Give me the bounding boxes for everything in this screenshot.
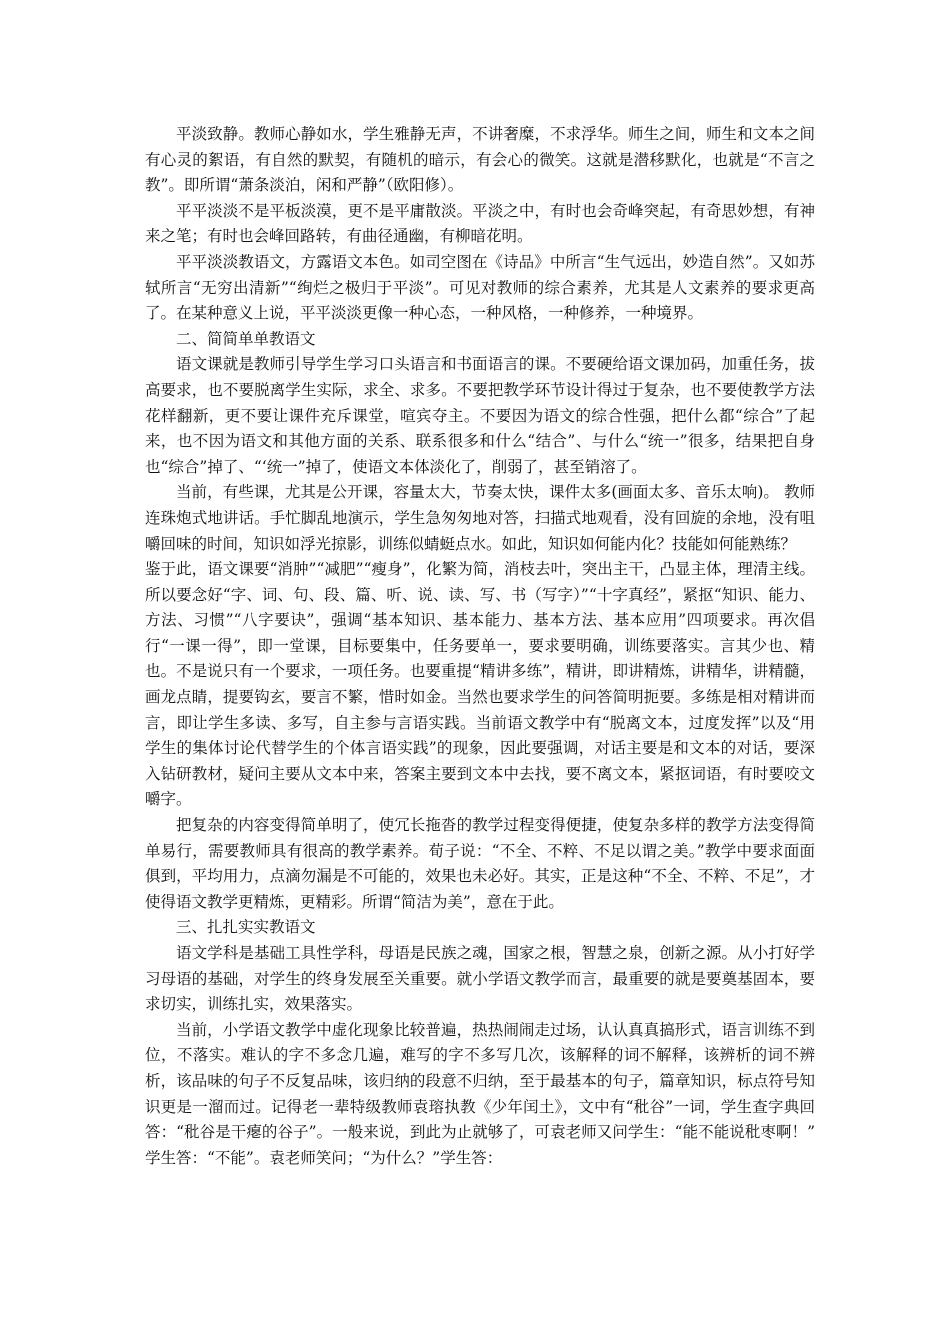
paragraph-9: 当前，小学语文教学中虚化现象比较普遍，热热闹闹走过场，认认真真搞形式，语言训练不到位，不落实。难认的字不多念几遍，难写的字不多写几次，该解释的词不解释，该辨析的词不辨析，该品味的句子不反复品味，该归纳的段意不归纳，至于最基本的句子，篇章知识，标点符号知识更是一溜而过。记得老一辈特级教师袁瑢执教《少年闰土》，文中有“秕谷”一词，学生查字典回答：“秕谷是干瘪的谷子”。一般来说，到此为止就够了，可袁老师又问学生：“能不能说秕枣啊！” 学生答：“不能”。袁老师笑问；“为什么？”学生答： bbox=[145, 1020, 815, 1167]
paragraph-2: 平平淡淡不是平板淡漠，更不是平庸散淡。平淡之中，有时也会奇峰突起，有奇思妙想，有神来之笔；有时也会峰回路转，有曲径通幽，有柳暗花明。 bbox=[145, 201, 815, 246]
paragraph-4: 语文课就是教师引导学生学习口头语言和书面语言的课。不要硬给语文课加码，加重任务，拔高要求，也不要脱离学生实际，求全、求多。不要把教学环节设计得过于复杂，也不要使教学方法花样翻新，更不要让课件充斥课堂，喧宾夺主。不要因为语文的综合性强，把什么都“综合”了起来，也不因为语文和其他方面的关系、联系很多和什么“结合”、与什么“统一”很多，结果把自身也“综合”掉了、“‘统一”掉了，使语文本体淡化了，削弱了，甚至销溶了。 bbox=[145, 355, 815, 476]
paragraph-3: 平平淡淡教语文，方露语文本色。如司空图在《诗品》中所言“生气远出，妙造自然”。又如苏轼所言“无穷出清新”“绚烂之极归于平淡”。可见对教师的综合素养，尤其是人文素养的要求更高了。在某种意义上说，平平淡淡更像一种心态，一种风格，一种修养，一种境界。 bbox=[145, 252, 815, 323]
document-body bbox=[145, 122, 815, 1171]
paragraph-6: 鉴于此，语文课要“消肿”“减肥”“瘦身”，化繁为简，消枝去叶，突出主干，凸显主体，理清主线。所以要念好“字、词、句、段、篇、听、说、读、写、书（写字）”“十字真经”，紧抠“知识、能力、方法、习惯”“八字要诀”，强调“基本知识、基本能力、基本方法、基本应用”四项要求。再次倡行“一课一得”，即一堂课，目标要集中，任务要单一，要求要明确，训练要落实。言其少也、精也。不是说只有一个要求，一项任务。也要重提“精讲多练”，精讲，即讲精炼，讲精华，讲精髓，画龙点睛，提要钩玄，要言不繁，惜时如金。当然也要求学生的问答简明扼要。多练是相对精讲而言，即让学生多读、多写，自主参与言语实践。当前语文教学中有“脱离文本，过度发挥”以及“用学生的集体讨论代替学生的个体言语实践”的现象，因此要强调，对话主要是和文本的对话，要深入钻研教材，疑问主要从文本中来，答案主要到文本中去找，要不离文本，紧抠词语，有时要咬文嚼字。 bbox=[145, 560, 815, 809]
section-heading-2: 二、简简单单教语文 bbox=[176, 329, 316, 348]
paragraph-7: 把复杂的内容变得简单明了，使冗长拖沓的教学过程变得便捷，使复杂多样的教学方法变得简单易行，需要教师具有很高的教学素养。荀子说：“不全、不粹、不足以谓之美。”教学中要求面面俱到，平均用力，点滴勿漏是不可能的，效果也未必好。其实，正是这种“不全、不粹、不足”，才使得语文教学更精炼，更精彩。所谓“简洁为美”，意在于此。 bbox=[145, 816, 815, 911]
paragraph-8: 语文学科是基础工具性学科，母语是民族之魂，国家之根，智慧之泉，创新之源。从小打好学习母语的基础，对学生的终身发展至关重要。就小学语文教学而言，最重要的就是要奠基固本，要求切实，训练扎实，效果落实。 bbox=[145, 944, 815, 1014]
section-heading-3: 三、扎扎实实教语文 bbox=[176, 918, 316, 937]
paragraph-5: 当前，有些课，尤其是公开课，容量太大，节奏太快，课件太多(画面太多、音乐太响)。 教师连珠炮式地讲话。手忙脚乱地演示，学生急匆匆地对答，扫描式地观看，没有回旋的余地，没有咀嚼回味的时间，知识如浮光掠影，训练似蜻蜓点水。如此，知识如何能内化？技能如何能熟练？ bbox=[145, 483, 815, 553]
paragraph-1: 平淡致静。教师心静如水，学生雅静无声，不讲奢糜，不求浮华。师生之间，师生和文本之间有心灵的絮语，有自然的默契，有随机的暗示，有会心的微笑。这就是潜移默化，也就是“不言之教”。即所谓“萧条淡泊，闲和严静”（欧阳修）。 bbox=[145, 125, 815, 195]
